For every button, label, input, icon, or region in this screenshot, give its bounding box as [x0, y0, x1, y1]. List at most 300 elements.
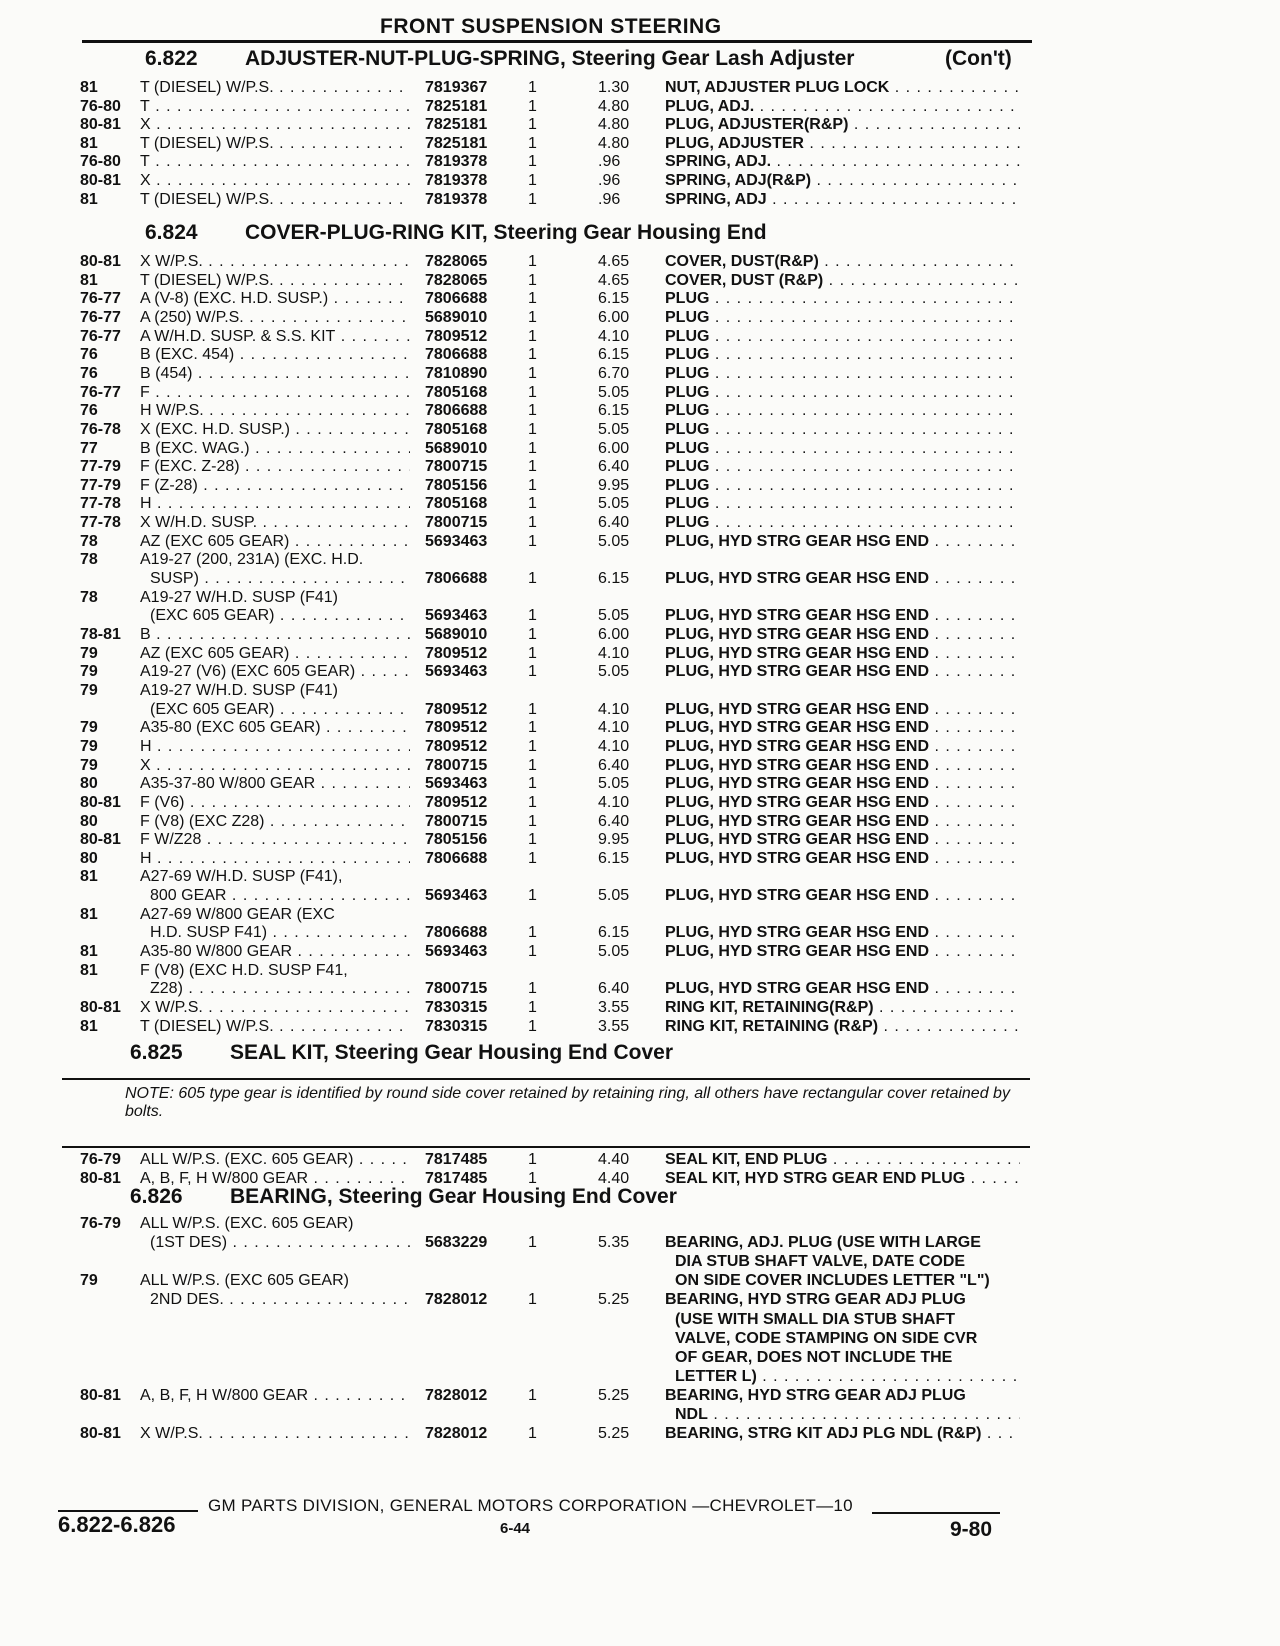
application: X . . . [140, 171, 410, 190]
part-description: PLUG, HYD STRG GEAR HSG END . . . [665, 886, 1020, 905]
parts-row [0, 1290, 1280, 1309]
part-number: 7800715 [425, 458, 488, 475]
parts-row [0, 1271, 1280, 1290]
parts-row [0, 171, 1280, 190]
quantity: 1 [528, 79, 537, 96]
part-description: PLUG, HYD STRG GEAR HSG END . . . [665, 718, 1020, 737]
quantity: 1 [528, 309, 537, 326]
model-years: 77-78 [80, 514, 121, 531]
quantity: 1 [528, 663, 537, 680]
parts-row [0, 849, 1280, 868]
quantity: 1 [528, 850, 537, 867]
part-description: PLUG, HYD STRG GEAR HSG END . . . [665, 737, 1020, 756]
price: 6.15 [598, 346, 630, 363]
footer-section-range: 6.822-6.826 [58, 1512, 176, 1537]
part-number: 7809512 [425, 738, 488, 755]
price: 5.05 [598, 533, 630, 550]
part-description: VALVE, CODE STAMPING ON SIDE CVR [675, 1330, 978, 1347]
quantity: 1 [528, 775, 537, 792]
part-number: 7805156 [425, 831, 488, 848]
price: 6.40 [598, 458, 630, 475]
parts-row [0, 737, 1280, 756]
parts-row [0, 756, 1280, 775]
parts-row [0, 1424, 1280, 1443]
part-number: 7830315 [425, 1018, 488, 1035]
application: F . . . [140, 383, 410, 402]
part-number: 7805168 [425, 384, 488, 401]
parts-row [0, 1405, 1280, 1424]
part-description: PLUG . . . [665, 476, 1020, 495]
application: X W/H.D. SUSP. . . . [140, 513, 410, 532]
part-number: 7809512 [425, 794, 488, 811]
footer-page-number: 6-44 [500, 1520, 531, 1537]
price: 4.80 [598, 116, 630, 133]
parts-row [0, 886, 1280, 905]
parts-row [0, 152, 1280, 171]
part-description: SPRING, ADJ. . . . [665, 152, 1020, 171]
part-number: 5693463 [425, 943, 488, 960]
part-number: 7830315 [425, 999, 488, 1016]
application: F (Z-28) . . . [140, 476, 410, 495]
part-description: PLUG, ADJUSTER(R&P) . . . [665, 115, 1020, 134]
model-years: 81 [80, 79, 98, 96]
part-description: PLUG . . . [665, 345, 1020, 364]
quantity: 1 [528, 1018, 537, 1035]
application: ALL W/P.S. (EXC 605 GEAR) [140, 1272, 349, 1289]
quantity: 1 [528, 365, 537, 382]
quantity: 1 [528, 1291, 537, 1308]
parts-row [0, 774, 1280, 793]
model-years: 80-81 [80, 999, 121, 1016]
model-years: 80-81 [80, 831, 121, 848]
parts-row [0, 1310, 1280, 1329]
part-number: 7819378 [425, 153, 488, 170]
price: .96 [598, 191, 621, 208]
parts-row [0, 78, 1280, 97]
part-description: DIA STUB SHAFT VALVE, DATE CODE [675, 1253, 966, 1270]
parts-row [0, 1233, 1280, 1252]
model-years: 77 [80, 440, 98, 457]
application: H.D. SUSP F41) . . . [150, 923, 410, 942]
part-description: PLUG, HYD STRG GEAR HSG END . . . [665, 812, 1020, 831]
quantity: 1 [528, 191, 537, 208]
part-description: SEAL KIT, HYD STRG GEAR END PLUG . . . [665, 1169, 1020, 1188]
application: 2ND DES. . . . [150, 1290, 410, 1309]
part-description: PLUG, HYD STRG GEAR HSG END . . . [665, 625, 1020, 644]
price: 1.30 [598, 79, 630, 96]
part-number: 7809512 [425, 701, 488, 718]
quantity: 1 [528, 458, 537, 475]
parts-row [0, 115, 1280, 134]
quantity: 1 [528, 887, 537, 904]
parts-row [0, 1252, 1280, 1271]
section-number: 6.826 [130, 1185, 183, 1208]
quantity: 1 [528, 495, 537, 512]
parts-row [0, 383, 1280, 402]
model-years: 76 [80, 402, 98, 419]
section-header-6-824 [145, 218, 1030, 248]
price: 6.15 [598, 402, 630, 419]
model-years: 77-78 [80, 495, 121, 512]
quantity: 1 [528, 701, 537, 718]
model-years: 77-79 [80, 458, 121, 475]
price: 9.95 [598, 831, 630, 848]
part-description: PLUG, HYD STRG GEAR HSG END . . . [665, 532, 1020, 551]
parts-row [0, 513, 1280, 532]
note-rule-bottom [62, 1146, 1030, 1148]
model-years: 76-77 [80, 290, 121, 307]
parts-row [0, 190, 1280, 209]
parts-row [0, 252, 1280, 271]
model-years: 79 [80, 757, 98, 774]
section-title: COVER-PLUG-RING KIT, Steering Gear Housing End [245, 221, 767, 244]
application: H . . . [140, 849, 410, 868]
part-number: 5693463 [425, 607, 488, 624]
price: 6.40 [598, 980, 630, 997]
header-rule [82, 40, 1032, 43]
section-note: NOTE: 605 type gear is identified by round side cover retained by retaining ring, all others have rectangular cover retained by bolts. [125, 1085, 1010, 1120]
quantity: 1 [528, 440, 537, 457]
price: 4.80 [598, 98, 630, 115]
parts-row [0, 644, 1280, 663]
part-description: PLUG, HYD STRG GEAR HSG END . . . [665, 662, 1020, 681]
price: 4.10 [598, 701, 630, 718]
part-number: 7806688 [425, 850, 488, 867]
section-title: ADJUSTER-NUT-PLUG-SPRING, Steering Gear Lash Adjuster [245, 47, 855, 70]
parts-row [0, 1329, 1280, 1348]
parts-row [0, 457, 1280, 476]
model-years: 81 [80, 906, 98, 923]
part-number: 7819378 [425, 172, 488, 189]
part-number: 7806688 [425, 924, 488, 941]
model-years: 81 [80, 272, 98, 289]
parts-row [0, 327, 1280, 346]
part-description: COVER, DUST(R&P) . . . [665, 252, 1020, 271]
price: 5.35 [598, 1234, 630, 1251]
application: A19-27 (200, 231A) (EXC. H.D. [140, 551, 364, 568]
part-number: 5693463 [425, 533, 488, 550]
model-years: 81 [80, 135, 98, 152]
price: 5.05 [598, 887, 630, 904]
application: AZ (EXC 605 GEAR) . . . [140, 532, 410, 551]
quantity: 1 [528, 533, 537, 550]
application: ALL W/P.S. (EXC. 605 GEAR) [140, 1215, 354, 1232]
part-number: 7828012 [425, 1425, 488, 1442]
application: T (DIESEL) W/P.S. . . . [140, 1017, 410, 1036]
section-number: 6.824 [145, 221, 198, 244]
price: 3.55 [598, 1018, 630, 1035]
part-description: BEARING, HYD STRG GEAR ADJ PLUG [665, 1291, 966, 1308]
model-years: 76-80 [80, 153, 121, 170]
quantity: 1 [528, 813, 537, 830]
part-number: 7805168 [425, 421, 488, 438]
price: .96 [598, 172, 621, 189]
application: A35-80 W/800 GEAR . . . [140, 942, 410, 961]
quantity: 1 [528, 290, 537, 307]
footer-date-code: 9-80 [950, 1518, 993, 1541]
model-years: 80-81 [80, 1170, 121, 1187]
application: B (EXC. 454) . . . [140, 345, 410, 364]
price: 5.25 [598, 1425, 630, 1442]
quantity: 1 [528, 943, 537, 960]
price: 9.95 [598, 477, 630, 494]
parts-row [0, 271, 1280, 290]
part-description: PLUG . . . [665, 308, 1020, 327]
quantity: 1 [528, 514, 537, 531]
section-header-6-822 [145, 44, 1030, 74]
part-description: PLUG, HYD STRG GEAR HSG END . . . [665, 923, 1020, 942]
parts-row [0, 1367, 1280, 1386]
part-number: 7805156 [425, 477, 488, 494]
part-number: 7819367 [425, 79, 488, 96]
part-description: (USE WITH SMALL DIA STUB SHAFT [675, 1311, 955, 1328]
parts-row [0, 476, 1280, 495]
application: F (V8) (EXC H.D. SUSP F41, [140, 962, 348, 979]
parts-row [0, 1017, 1280, 1036]
model-years: 76-77 [80, 309, 121, 326]
application: H W/P.S. . . . [140, 401, 410, 420]
part-description: PLUG . . . [665, 420, 1020, 439]
application: F (V8) (EXC Z28) . . . [140, 812, 410, 831]
section-title: BEARING, Steering Gear Housing End Cover [230, 1185, 677, 1208]
section-number: 6.822 [145, 47, 198, 70]
application: H . . . [140, 494, 410, 513]
parts-row [0, 308, 1280, 327]
application: T (DIESEL) W/P.S. . . . [140, 134, 410, 153]
quantity: 1 [528, 477, 537, 494]
parts-row [0, 289, 1280, 308]
model-years: 79 [80, 1272, 98, 1289]
price: 6.15 [598, 290, 630, 307]
price: 6.40 [598, 757, 630, 774]
part-number: 5689010 [425, 440, 488, 457]
part-description: PLUG . . . [665, 289, 1020, 308]
part-description: RING KIT, RETAINING (R&P) . . . [665, 1017, 1020, 1036]
application: A27-69 W/H.D. SUSP (F41), [140, 868, 343, 885]
price: 6.00 [598, 309, 630, 326]
part-description: PLUG, HYD STRG GEAR HSG END . . . [665, 830, 1020, 849]
application: A19-27 W/H.D. SUSP (F41) [140, 682, 338, 699]
application: A (V-8) (EXC. H.D. SUSP.) . . . [140, 289, 410, 308]
application: A19-27 (V6) (EXC 605 GEAR) . . . [140, 662, 410, 681]
model-years: 78 [80, 533, 98, 550]
parts-row [0, 439, 1280, 458]
price: 4.65 [598, 272, 630, 289]
parts-row [0, 718, 1280, 737]
part-description: ON SIDE COVER INCLUDES LETTER "L") [675, 1272, 990, 1289]
footer-rule-right [872, 1512, 1000, 1514]
part-description: COVER, DUST (R&P) . . . [665, 271, 1020, 290]
part-number: 7825181 [425, 135, 488, 152]
parts-row [0, 97, 1280, 116]
application: X . . . [140, 756, 410, 775]
price: 6.40 [598, 813, 630, 830]
part-number: 5689010 [425, 626, 488, 643]
price: 4.10 [598, 794, 630, 811]
application: T (DIESEL) W/P.S. . . . [140, 78, 410, 97]
application: H . . . [140, 737, 410, 756]
part-description: RING KIT, RETAINING(R&P) . . . [665, 998, 1020, 1017]
price: 4.10 [598, 645, 630, 662]
quantity: 1 [528, 999, 537, 1016]
model-years: 79 [80, 682, 98, 699]
model-years: 80 [80, 850, 98, 867]
application: A35-80 (EXC 605 GEAR) . . . [140, 718, 410, 737]
part-description: PLUG . . . [665, 364, 1020, 383]
model-years: 76-78 [80, 421, 121, 438]
quantity: 1 [528, 607, 537, 624]
parts-row [0, 812, 1280, 831]
parts-row [0, 793, 1280, 812]
application: F (V6) . . . [140, 793, 410, 812]
part-number: 7828065 [425, 272, 488, 289]
parts-row [0, 532, 1280, 551]
quantity: 1 [528, 1234, 537, 1251]
note-rule-top [62, 1078, 1030, 1080]
quantity: 1 [528, 626, 537, 643]
model-years: 78 [80, 589, 98, 606]
parts-row [0, 867, 1280, 886]
part-number: 7825181 [425, 116, 488, 133]
application: 800 GEAR . . . [150, 886, 410, 905]
application: B (EXC. WAG.) . . . [140, 439, 410, 458]
part-description: PLUG . . . [665, 439, 1020, 458]
application: A, B, F, H W/800 GEAR . . . [140, 1386, 410, 1405]
application: A27-69 W/800 GEAR (EXC [140, 906, 335, 923]
application: T . . . [140, 152, 410, 171]
price: 4.10 [598, 738, 630, 755]
quantity: 1 [528, 402, 537, 419]
quantity: 1 [528, 253, 537, 270]
parts-row [0, 830, 1280, 849]
model-years: 80-81 [80, 253, 121, 270]
application: A19-27 W/H.D. SUSP (F41) [140, 589, 338, 606]
price: 5.25 [598, 1387, 630, 1404]
part-description: BEARING, STRG KIT ADJ PLG NDL (R&P) . . . [665, 1424, 1020, 1443]
part-description: PLUG, HYD STRG GEAR HSG END . . . [665, 849, 1020, 868]
quantity: 1 [528, 98, 537, 115]
part-description: PLUG, HYD STRG GEAR HSG END . . . [665, 756, 1020, 775]
model-years: 80-81 [80, 116, 121, 133]
price: 4.10 [598, 719, 630, 736]
model-years: 76-77 [80, 384, 121, 401]
part-number: 7806688 [425, 402, 488, 419]
section-header-6-825 [130, 1038, 1030, 1068]
model-years: 81 [80, 962, 98, 979]
application: X W/P.S. . . . [140, 252, 410, 271]
model-years: 77-79 [80, 477, 121, 494]
price: 6.70 [598, 365, 630, 382]
quantity: 1 [528, 1387, 537, 1404]
part-description: PLUG . . . [665, 401, 1020, 420]
price: 5.05 [598, 607, 630, 624]
part-number: 5693463 [425, 663, 488, 680]
part-number: 5693463 [425, 775, 488, 792]
price: 5.05 [598, 663, 630, 680]
parts-row [0, 700, 1280, 719]
part-number: 7805168 [425, 495, 488, 512]
parts-row [0, 420, 1280, 439]
parts-row [0, 364, 1280, 383]
part-number: 7809512 [425, 328, 488, 345]
part-number: 7809512 [425, 719, 488, 736]
part-number: 5693463 [425, 887, 488, 904]
application: X (EXC. H.D. SUSP.) . . . [140, 420, 410, 439]
application: F (EXC. Z-28) . . . [140, 457, 410, 476]
price: 3.55 [598, 999, 630, 1016]
application: AZ (EXC 605 GEAR) . . . [140, 644, 410, 663]
part-description: PLUG . . . [665, 513, 1020, 532]
part-description: PLUG . . . [665, 494, 1020, 513]
application: X W/P.S. . . . [140, 1424, 410, 1443]
model-years: 76-79 [80, 1215, 121, 1232]
part-description: PLUG, HYD STRG GEAR HSG END . . . [665, 606, 1020, 625]
part-number: 7806688 [425, 346, 488, 363]
part-description: NUT, ADJUSTER PLUG LOCK . . . [665, 78, 1020, 97]
quantity: 1 [528, 831, 537, 848]
parts-row [0, 923, 1280, 942]
quantity: 1 [528, 719, 537, 736]
parts-row [0, 401, 1280, 420]
application: SUSP) . . . [150, 569, 410, 588]
model-years: 80-81 [80, 172, 121, 189]
price: 4.10 [598, 328, 630, 345]
price: 4.40 [598, 1170, 630, 1187]
part-number: 5683229 [425, 1234, 488, 1251]
model-years: 79 [80, 738, 98, 755]
application: A35-37-80 W/800 GEAR . . . [140, 774, 410, 793]
application: (1ST DES) . . . [150, 1233, 410, 1252]
part-number: 7800715 [425, 813, 488, 830]
price: 6.15 [598, 924, 630, 941]
part-number: 7817485 [425, 1151, 488, 1168]
price: 6.00 [598, 440, 630, 457]
application: A, B, F, H W/800 GEAR . . . [140, 1169, 410, 1188]
price: 5.05 [598, 421, 630, 438]
application: T . . . [140, 97, 410, 116]
part-description: PLUG, HYD STRG GEAR HSG END . . . [665, 942, 1020, 961]
part-description: LETTER L) . . . [675, 1367, 1020, 1386]
quantity: 1 [528, 738, 537, 755]
parts-row [0, 345, 1280, 364]
model-years: 76-77 [80, 328, 121, 345]
price: 4.65 [598, 253, 630, 270]
part-number: 7825181 [425, 98, 488, 115]
quantity: 1 [528, 980, 537, 997]
model-years: 80-81 [80, 794, 121, 811]
model-years: 81 [80, 1018, 98, 1035]
quantity: 1 [528, 421, 537, 438]
part-number: 7828012 [425, 1387, 488, 1404]
model-years: 79 [80, 719, 98, 736]
footer-publisher: GM PARTS DIVISION, GENERAL MOTORS CORPORATION —CHEVROLET—10 [208, 1496, 853, 1515]
price: 4.40 [598, 1151, 630, 1168]
part-description: BEARING, HYD STRG GEAR ADJ PLUG [665, 1387, 966, 1404]
model-years: 81 [80, 943, 98, 960]
quantity: 1 [528, 328, 537, 345]
model-years: 76 [80, 346, 98, 363]
quantity: 1 [528, 794, 537, 811]
price: 5.25 [598, 1291, 630, 1308]
parts-row [0, 625, 1280, 644]
price: 5.05 [598, 775, 630, 792]
application: A W/H.D. SUSP. & S.S. KIT . . . [140, 327, 410, 346]
parts-row [0, 961, 1280, 980]
parts-row [0, 1214, 1280, 1233]
section-continued-label: (Con't) [945, 47, 1012, 70]
parts-row [0, 681, 1280, 700]
parts-row [0, 588, 1280, 607]
